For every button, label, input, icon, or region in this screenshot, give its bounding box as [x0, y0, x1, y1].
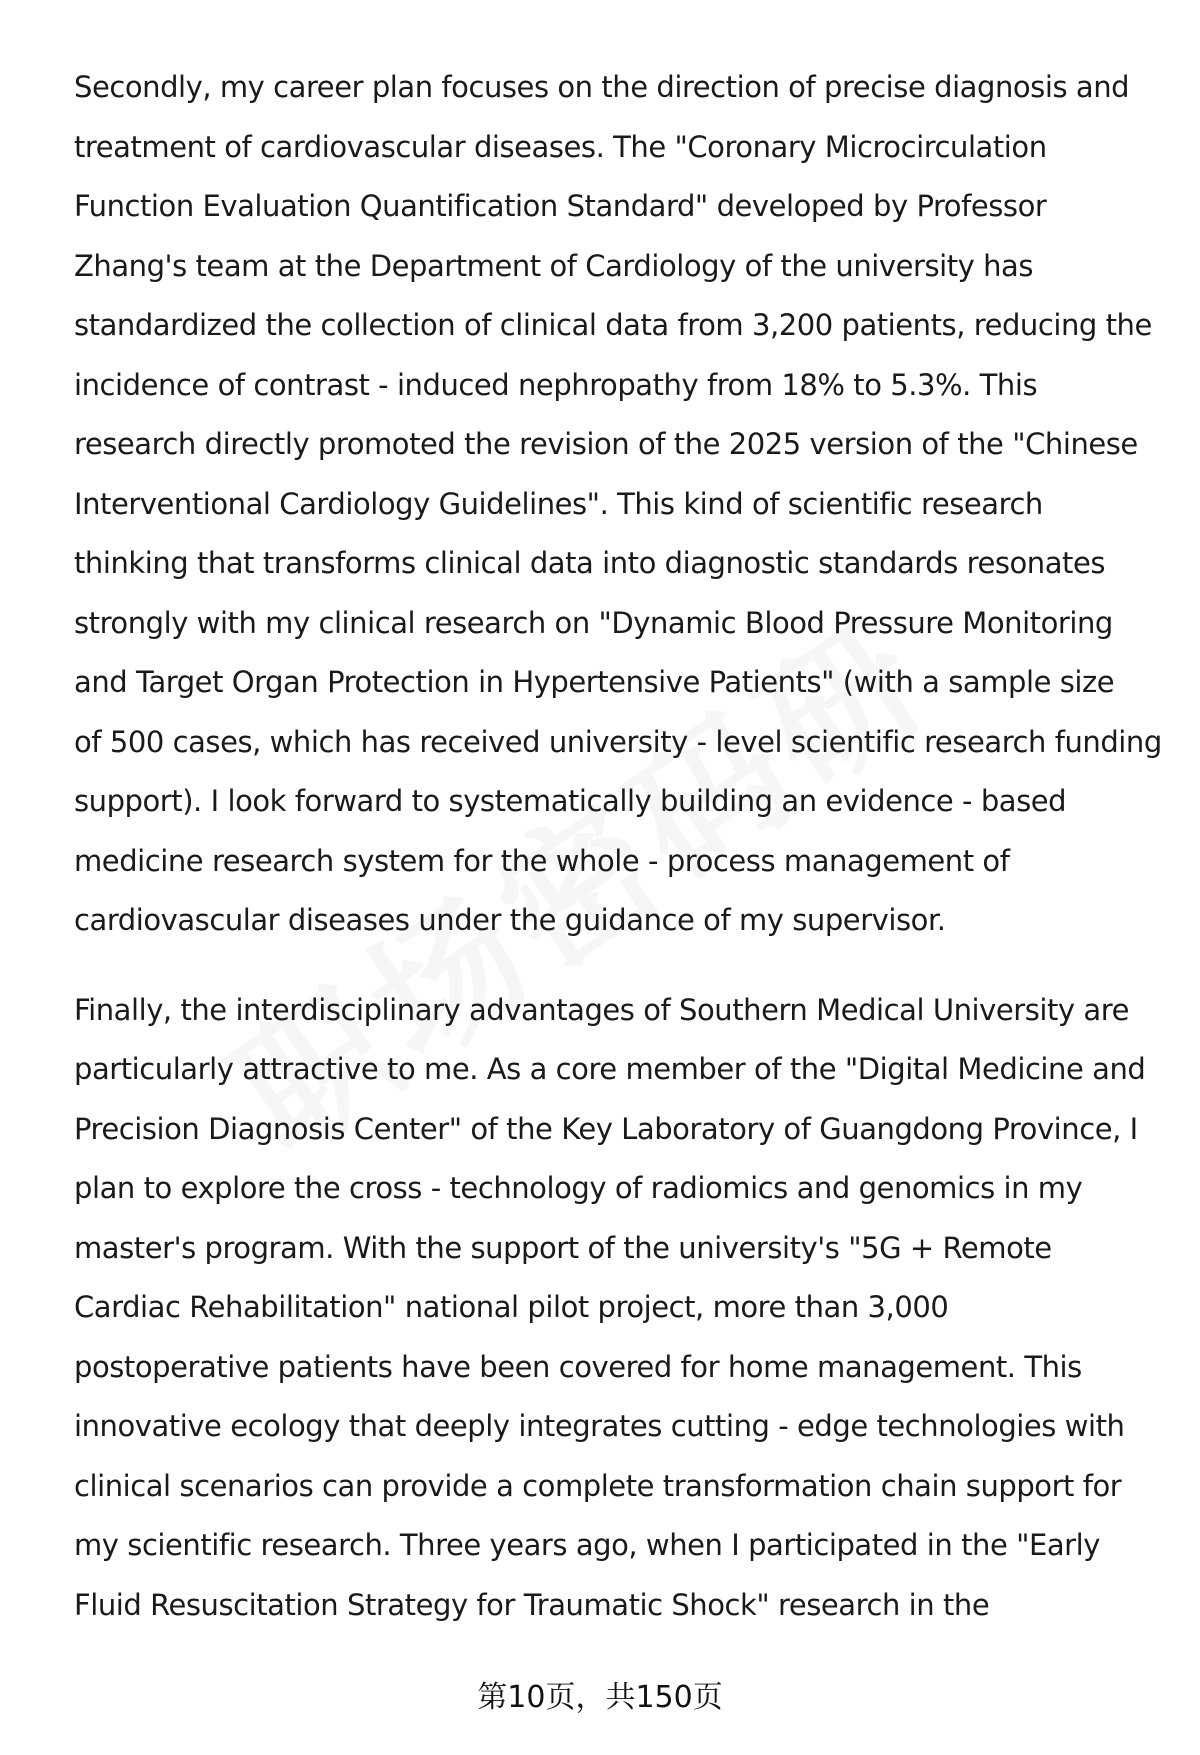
text-line: plan to explore the cross - technology of radiomics and genomics in my	[74, 1171, 1083, 1205]
text-line: medicine research system for the whole - process management of	[74, 843, 1010, 878]
document-body	[74, 58, 1162, 1665]
text-line: and Target Organ Protection in Hypertensive Patients" (with a sample size	[74, 665, 1115, 699]
text-line: of 500 cases, which has received university - level scientific research funding	[74, 724, 1162, 759]
text-line: Zhang's team at the Department of Cardiology of the university has	[74, 248, 1034, 283]
text-line: master's program. With the support of the university's "5G + Remote	[74, 1230, 1052, 1265]
paragraph-interdisciplinary	[74, 981, 1154, 1636]
text-line: Fluid Resuscitation Strategy for Traumatic Shock" research in the	[74, 1587, 990, 1622]
text-line: Secondly, my career plan focuses on the direction of precise diagnosis and	[74, 70, 1130, 104]
text-line: innovative ecology that deeply integrates cutting - edge technologies with	[74, 1409, 1125, 1443]
text-line: Cardiac Rehabilitation" national pilot project, more than 3,000	[74, 1290, 949, 1324]
text-line: clinical scenarios can provide a complete transformation chain support for	[74, 1468, 1122, 1503]
text-line: particularly attractive to me. As a core member of the "Digital Medicine and	[74, 1052, 1146, 1086]
text-line: Function Evaluation Quantification Standard" developed by Professor	[74, 189, 1047, 223]
text-line: research directly promoted the revision of the 2025 version of the "Chinese	[74, 427, 1138, 461]
text-line: incidence of contrast - induced nephropathy from 18% to 5.3%. This	[74, 367, 1038, 402]
text-line: my scientific research. Three years ago, when I participated in the "Early	[74, 1528, 1100, 1562]
text-line: Finally, the interdisciplinary advantages of Southern Medical University are	[74, 992, 1129, 1027]
text-line: Precision Diagnosis Center" of the Key Laboratory of Guangdong Province, I	[74, 1111, 1138, 1146]
text-line: thinking that transforms clinical data into diagnostic standards resonates	[74, 546, 1106, 580]
paragraph-career-plan	[74, 58, 1162, 951]
text-line: cardiovascular diseases under the guidance of my supervisor.	[74, 903, 946, 937]
text-line: strongly with my clinical research on "Dynamic Blood Pressure Monitoring	[74, 605, 1113, 640]
page-number-footer: 第10页，共150页	[477, 1680, 723, 1715]
text-line: Interventional Cardiology Guidelines". This kind of scientific research	[74, 486, 1043, 521]
text-line: standardized the collection of clinical data from 3,200 patients, reducing the	[74, 308, 1152, 342]
text-line: postoperative patients have been covered for home management. This	[74, 1349, 1082, 1384]
text-line: treatment of cardiovascular diseases. The "Coronary Microcirculation	[74, 129, 1047, 164]
text-line: support). I look forward to systematically building an evidence - based	[74, 784, 1067, 818]
